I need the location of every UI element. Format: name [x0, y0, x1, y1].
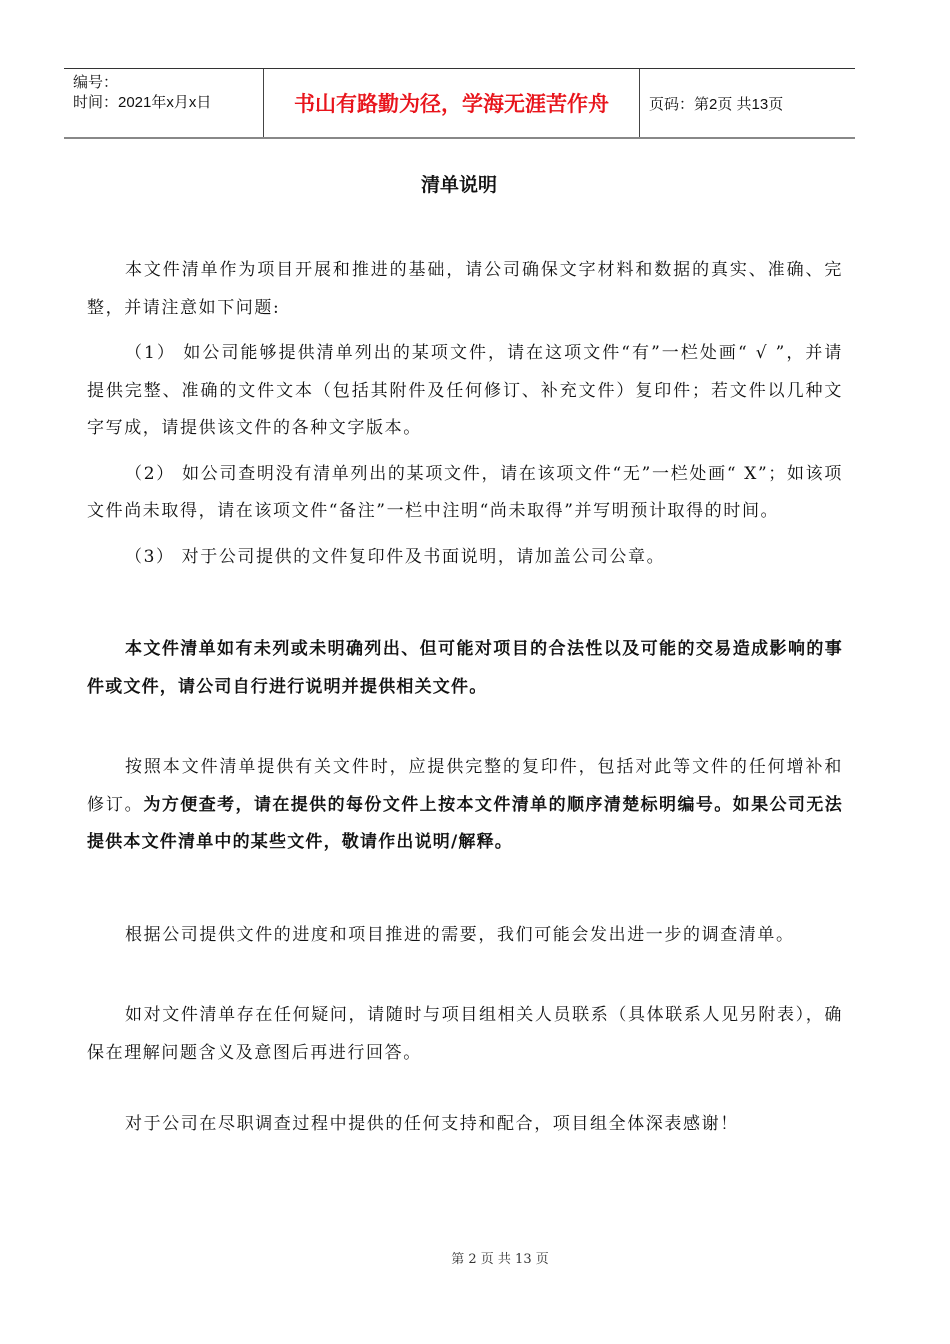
item-2: （2） 如公司查明没有清单列出的某项文件，请在该项文件“无”一栏处画“ X”；如该项文件尚未取得，请在该项文件“备注”一栏中注明“尚未取得”并写明预计取得的时间。 [87, 463, 843, 521]
copies-paragraph [87, 749, 843, 862]
header-meta [64, 69, 264, 137]
number-label: 编号： [73, 74, 119, 91]
thanks-paragraph: 对于公司在尽职调查过程中提供的任何支持和配合，项目组全体深表感谢！ [125, 1114, 739, 1134]
item-1: （1） 如公司能够提供清单列出的某项文件，请在这项文件“有”一栏处画“ √ ”，并请提供完整、准确的文件文本（包括其附件及任何修订、补充文件）复印件；若文件以几种文字写成，请提供该文件的各种文字版本。 [87, 343, 843, 438]
document-title: 清单说明 [420, 174, 497, 196]
document-body [87, 252, 843, 1144]
header-page-info: 页码：第2页 共13页 [649, 95, 784, 113]
header-motto: 书山有路勤为径，学海无涯苦作舟 [264, 69, 640, 137]
bold-notice: 本文件清单如有未列或未明确列出、但可能对项目的合法性以及可能的交易造成影响的事件或文件，请公司自行进行说明并提供相关文件。 [87, 639, 843, 697]
intro-paragraph: 本文件清单作为项目开展和推进的基础，请公司确保文字材料和数据的真实、准确、完整，并请注意如下问题: [87, 260, 843, 318]
item-3: （3） 对于公司提供的文件复印件及书面说明，请加盖公司公章。 [125, 546, 666, 567]
further-paragraph: 根据公司提供文件的进度和项目推进的需要，我们可能会发出进一步的调查清单。 [125, 924, 795, 945]
contact-paragraph: 如对文件清单存在任何疑问，请随时与项目组相关人员联系（具体联系人见另附表），确保在理解问题含义及意图后再进行回答。 [87, 1005, 843, 1063]
copies-bold: 为方便查考，请在提供的每份文件上按本文件清单的顺序清楚标明编号。如果公司无法提供本文件清单中的某些文件，敬请作出说明/解释。 [87, 794, 843, 852]
time-label: 时间：2021年x月x日 [73, 94, 212, 111]
copies-normal: 按照本文件清单提供有关文件时，应提供完整的复印件，包括对此等文件的任何增补和修订。 [87, 757, 843, 815]
page-footer: 第 2 页 共 13 页 [451, 1252, 549, 1267]
page-header [64, 68, 855, 139]
